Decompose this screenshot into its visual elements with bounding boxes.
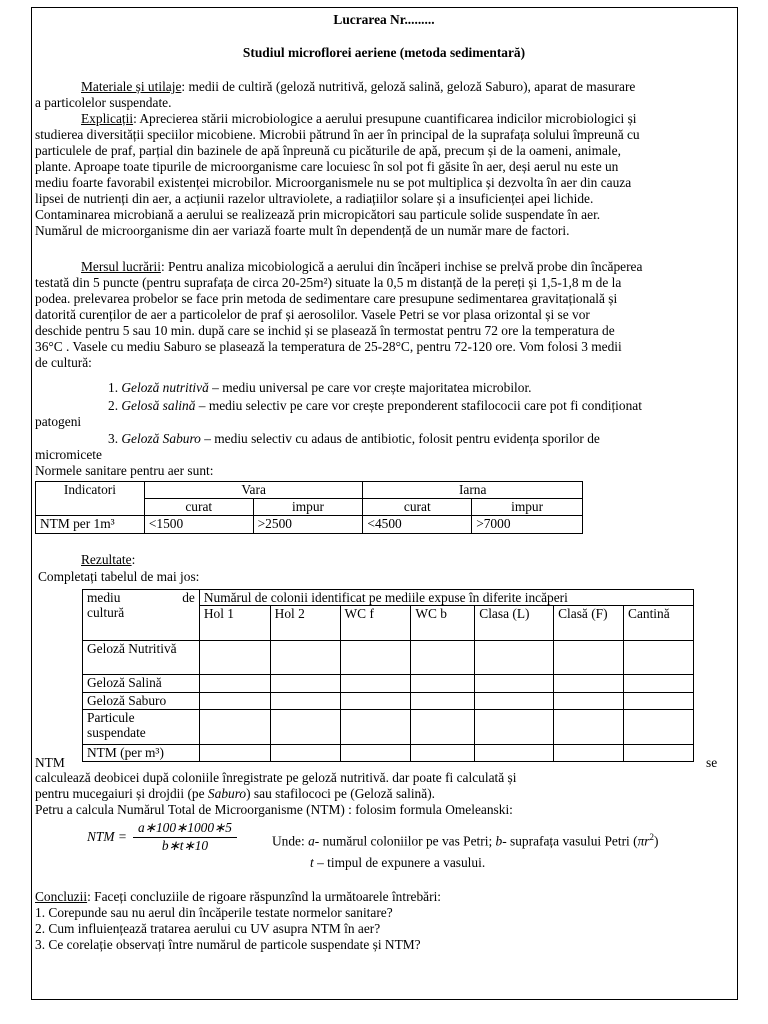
materiale-line2: a particolelor suspendate. (35, 95, 172, 110)
result-cell[interactable] (340, 641, 411, 675)
paragraph-line: podea. prelevarea probelor se face prin metoda de sedimentare care presupune sedimentarea gravitațională și (35, 291, 618, 306)
question-item: 2. Cum influiențează tratarea aerului cu UV asupra NTM în aer? (35, 921, 381, 936)
lab-title: Studiul microflorei aeriene (metoda sedimentară) (242, 45, 526, 60)
result-cell[interactable] (411, 745, 475, 762)
norms-cell: <1500 (144, 516, 253, 534)
result-row-label: NTM (per m³) (83, 745, 200, 762)
results-table (82, 589, 694, 762)
result-cell[interactable] (411, 675, 475, 693)
result-cell[interactable] (199, 745, 270, 762)
room-header: Hol 1 (199, 606, 270, 641)
formula-denominator: b∗t∗10 (161, 838, 209, 853)
result-cell[interactable] (340, 675, 411, 693)
paragraph-line: plante. Aproape toate tipurile de microorganisme care locuiesc în sol pot fi găsite în aer, deși aerul nu este un (35, 159, 619, 174)
rezultate-instruction: Completați tabelul de mai jos: (38, 569, 200, 584)
result-cell[interactable] (340, 693, 411, 710)
explicatii-line1: Explicații: Aprecierea stării microbiologice a aerului presupune cuantificarea indicilor microbiologici și (81, 111, 637, 126)
norms-subheader: curat (363, 499, 472, 516)
after-line2: pentru mucegaiuri și drojdii (pe Saburo) sau stafilococi pe (Geloză salină). (35, 786, 435, 801)
norms-header-indicatori: Indicatori (36, 482, 145, 516)
lab-number: Lucrarea Nr......... (333, 12, 435, 27)
paragraph-line: datorită curenților de aer a particolelor de praf și aerosolilor. Vasele Petri se vor plasa orizontal și se vor (35, 307, 590, 322)
result-row-label: Geloză Saburo (83, 693, 200, 710)
paragraph-line: Numărul de microorganisme din aer variază foarte mult în dependență de un număr mare de factori. (35, 223, 570, 238)
result-row-label: Geloză Salină (83, 675, 200, 693)
concluzii-label: Concluzii (35, 889, 88, 904)
paragraph-line: 36°C . Vasele cu mediu Saburo se plasează la temperatura de 25-28°C, pentru 72-120 ore. Vom folosi 3 medii (35, 339, 622, 354)
formula-numerator: a∗100∗1000∗5 (138, 820, 232, 835)
result-cell[interactable] (270, 693, 340, 710)
norms-header-iarna: Iarna (363, 482, 583, 499)
results-header-span: Numărul de colonii identificat pe mediile expuse în diferite incăperi (199, 590, 693, 606)
norms-subheader: impur (253, 499, 363, 516)
result-cell[interactable] (411, 641, 475, 675)
media-item-2: 2. Gelosă salină – mediu selectiv pe care vor crește preponderent stafilococii care pot fi condiționat (108, 398, 642, 413)
result-cell[interactable] (624, 641, 694, 675)
paragraph-line: testată din 5 puncte (pentru suprafața de circa 20-25m²) situate la 0,5 m distanță de la pereți și 1,5-1,8 m de la (35, 275, 622, 290)
result-cell[interactable] (411, 710, 475, 745)
room-header: Cantină (624, 606, 694, 641)
paragraph-line: studierea diversității speciilor micobiene. Microbii pătrund în aer în principal de la suprafața solului împreună cu (35, 127, 640, 142)
mersul-label: Mersul lucrării (81, 259, 161, 274)
paragraph-line: particulele de praf, parțial din bazinele de apă înpreună cu picăturile de apă, precum și de la oameni, animale, (35, 143, 621, 158)
room-header: WC f (340, 606, 411, 641)
rezultate-heading: Rezultate: (81, 552, 136, 567)
norms-subheader: curat (144, 499, 253, 516)
paragraph-line: lipsei de nutrienți din aer, a acțiunii razelor ultraviolete, a radiațiilor solare și a insuficienței apei lichide. (35, 191, 594, 206)
materiale-label: Materiale și utilaje (81, 79, 182, 94)
result-cell[interactable] (475, 745, 554, 762)
norms-intro: Normele sanitare pentru aer sunt: (35, 463, 214, 478)
after-line1: calculează deobicei după coloniile înregistrate pe geloză nutritivă. dar poate fi calculată și (35, 770, 517, 785)
materiale-line1: Materiale și utilaje: medii de cultiră (geloză nutritivă, geloză salină, geloză Saburo), aparat de masurare (81, 79, 636, 94)
room-header: WC b (411, 606, 475, 641)
question-item: 1. Corepunde sau nu aerul din încăperile testate normelor sanitare? (35, 905, 393, 920)
result-cell[interactable] (199, 693, 270, 710)
norms-header-vara: Vara (144, 482, 363, 499)
result-cell[interactable] (554, 710, 624, 745)
result-cell[interactable] (475, 641, 554, 675)
result-cell[interactable] (411, 693, 475, 710)
result-cell[interactable] (340, 710, 411, 745)
concluzii-intro: Concluzii: Faceți concluziile de rigoare răspunzînd la următoarele întrebări: (35, 889, 442, 904)
norms-cell: <4500 (363, 516, 472, 534)
result-cell[interactable] (340, 745, 411, 762)
result-cell[interactable] (554, 693, 624, 710)
result-cell[interactable] (554, 675, 624, 693)
media-item-3: 3. Geloză Saburo – mediu selectiv cu adaus de antibiotic, folosit pentru evidența sporilor de (108, 431, 600, 446)
paragraph-line: deschide pentru 5 sau 10 min. după care se inchid și se plasează în termostat pentru 72 ore la temperatura de (35, 323, 615, 338)
result-cell[interactable] (624, 693, 694, 710)
media-item-2-cont: patogeni (35, 414, 82, 429)
result-cell[interactable] (554, 641, 624, 675)
norms-cell: >2500 (253, 516, 363, 534)
result-cell[interactable] (554, 745, 624, 762)
norms-table (35, 481, 583, 534)
result-cell[interactable] (475, 710, 554, 745)
explicatii-label: Explicații (81, 111, 134, 126)
norms-subheader: impur (472, 499, 583, 516)
media-item-1: 1. Geloză nutritivă – mediu universal pe care vor crește majoritatea microbilor. (108, 380, 532, 395)
norms-cell: >7000 (472, 516, 583, 534)
mersul-line1: Mersul lucrării: Pentru analiza micobiologică a aerului din încăperi inchise se prelvă probe din încăperea (81, 259, 643, 274)
result-cell[interactable] (270, 641, 340, 675)
formula-explanation: Unde: a- numărul coloniilor pe vas Petri; b- suprafața vasului Petri $(\pi r^2)$ (272, 832, 659, 849)
room-header: Clasa (L) (475, 606, 554, 641)
norms-row-label: NTM per 1m³ (36, 516, 145, 534)
result-cell[interactable] (475, 675, 554, 693)
result-cell[interactable] (475, 693, 554, 710)
paragraph-line: de cultură: (35, 355, 92, 370)
ntm-text: NTM (35, 755, 65, 770)
media-item-3-cont: micromicete (35, 447, 102, 462)
result-cell[interactable] (199, 675, 270, 693)
result-cell[interactable] (199, 710, 270, 745)
result-cell[interactable] (270, 745, 340, 762)
se-text: se (706, 755, 718, 770)
paragraph-line: Contaminarea microbiană a aerului se realizează prin micropicători sau particule solide suspendate în aer. (35, 207, 601, 222)
result-row-label: Particule suspendate (83, 710, 200, 745)
after-line3: Petru a calcula Numărul Total de Microorganisme (NTM) : folosim formula Omeleanski: (35, 802, 513, 817)
formula-t-explanation: t – timpul de expunere a vasului. (310, 855, 486, 870)
result-row-label: Geloză Nutritivă (83, 641, 200, 675)
formula-lhs: NTM = (87, 829, 127, 844)
room-header: Hol 2 (270, 606, 340, 641)
question-item: 3. Ce corelație observați între numărul de particole suspendate și NTM? (35, 937, 421, 952)
results-header-medium: mediu de cultură (83, 590, 200, 641)
result-cell[interactable] (270, 675, 340, 693)
result-cell[interactable] (199, 641, 270, 675)
room-header: Clasă (F) (554, 606, 624, 641)
result-cell[interactable] (624, 745, 694, 762)
result-cell[interactable] (624, 675, 694, 693)
paragraph-line: mediu foarte favorabil existenței microbilor. Microorganismele nu se pot multiplica și dezvolta în aer din cauza (35, 175, 632, 190)
result-cell[interactable] (270, 710, 340, 745)
result-cell[interactable] (624, 710, 694, 745)
